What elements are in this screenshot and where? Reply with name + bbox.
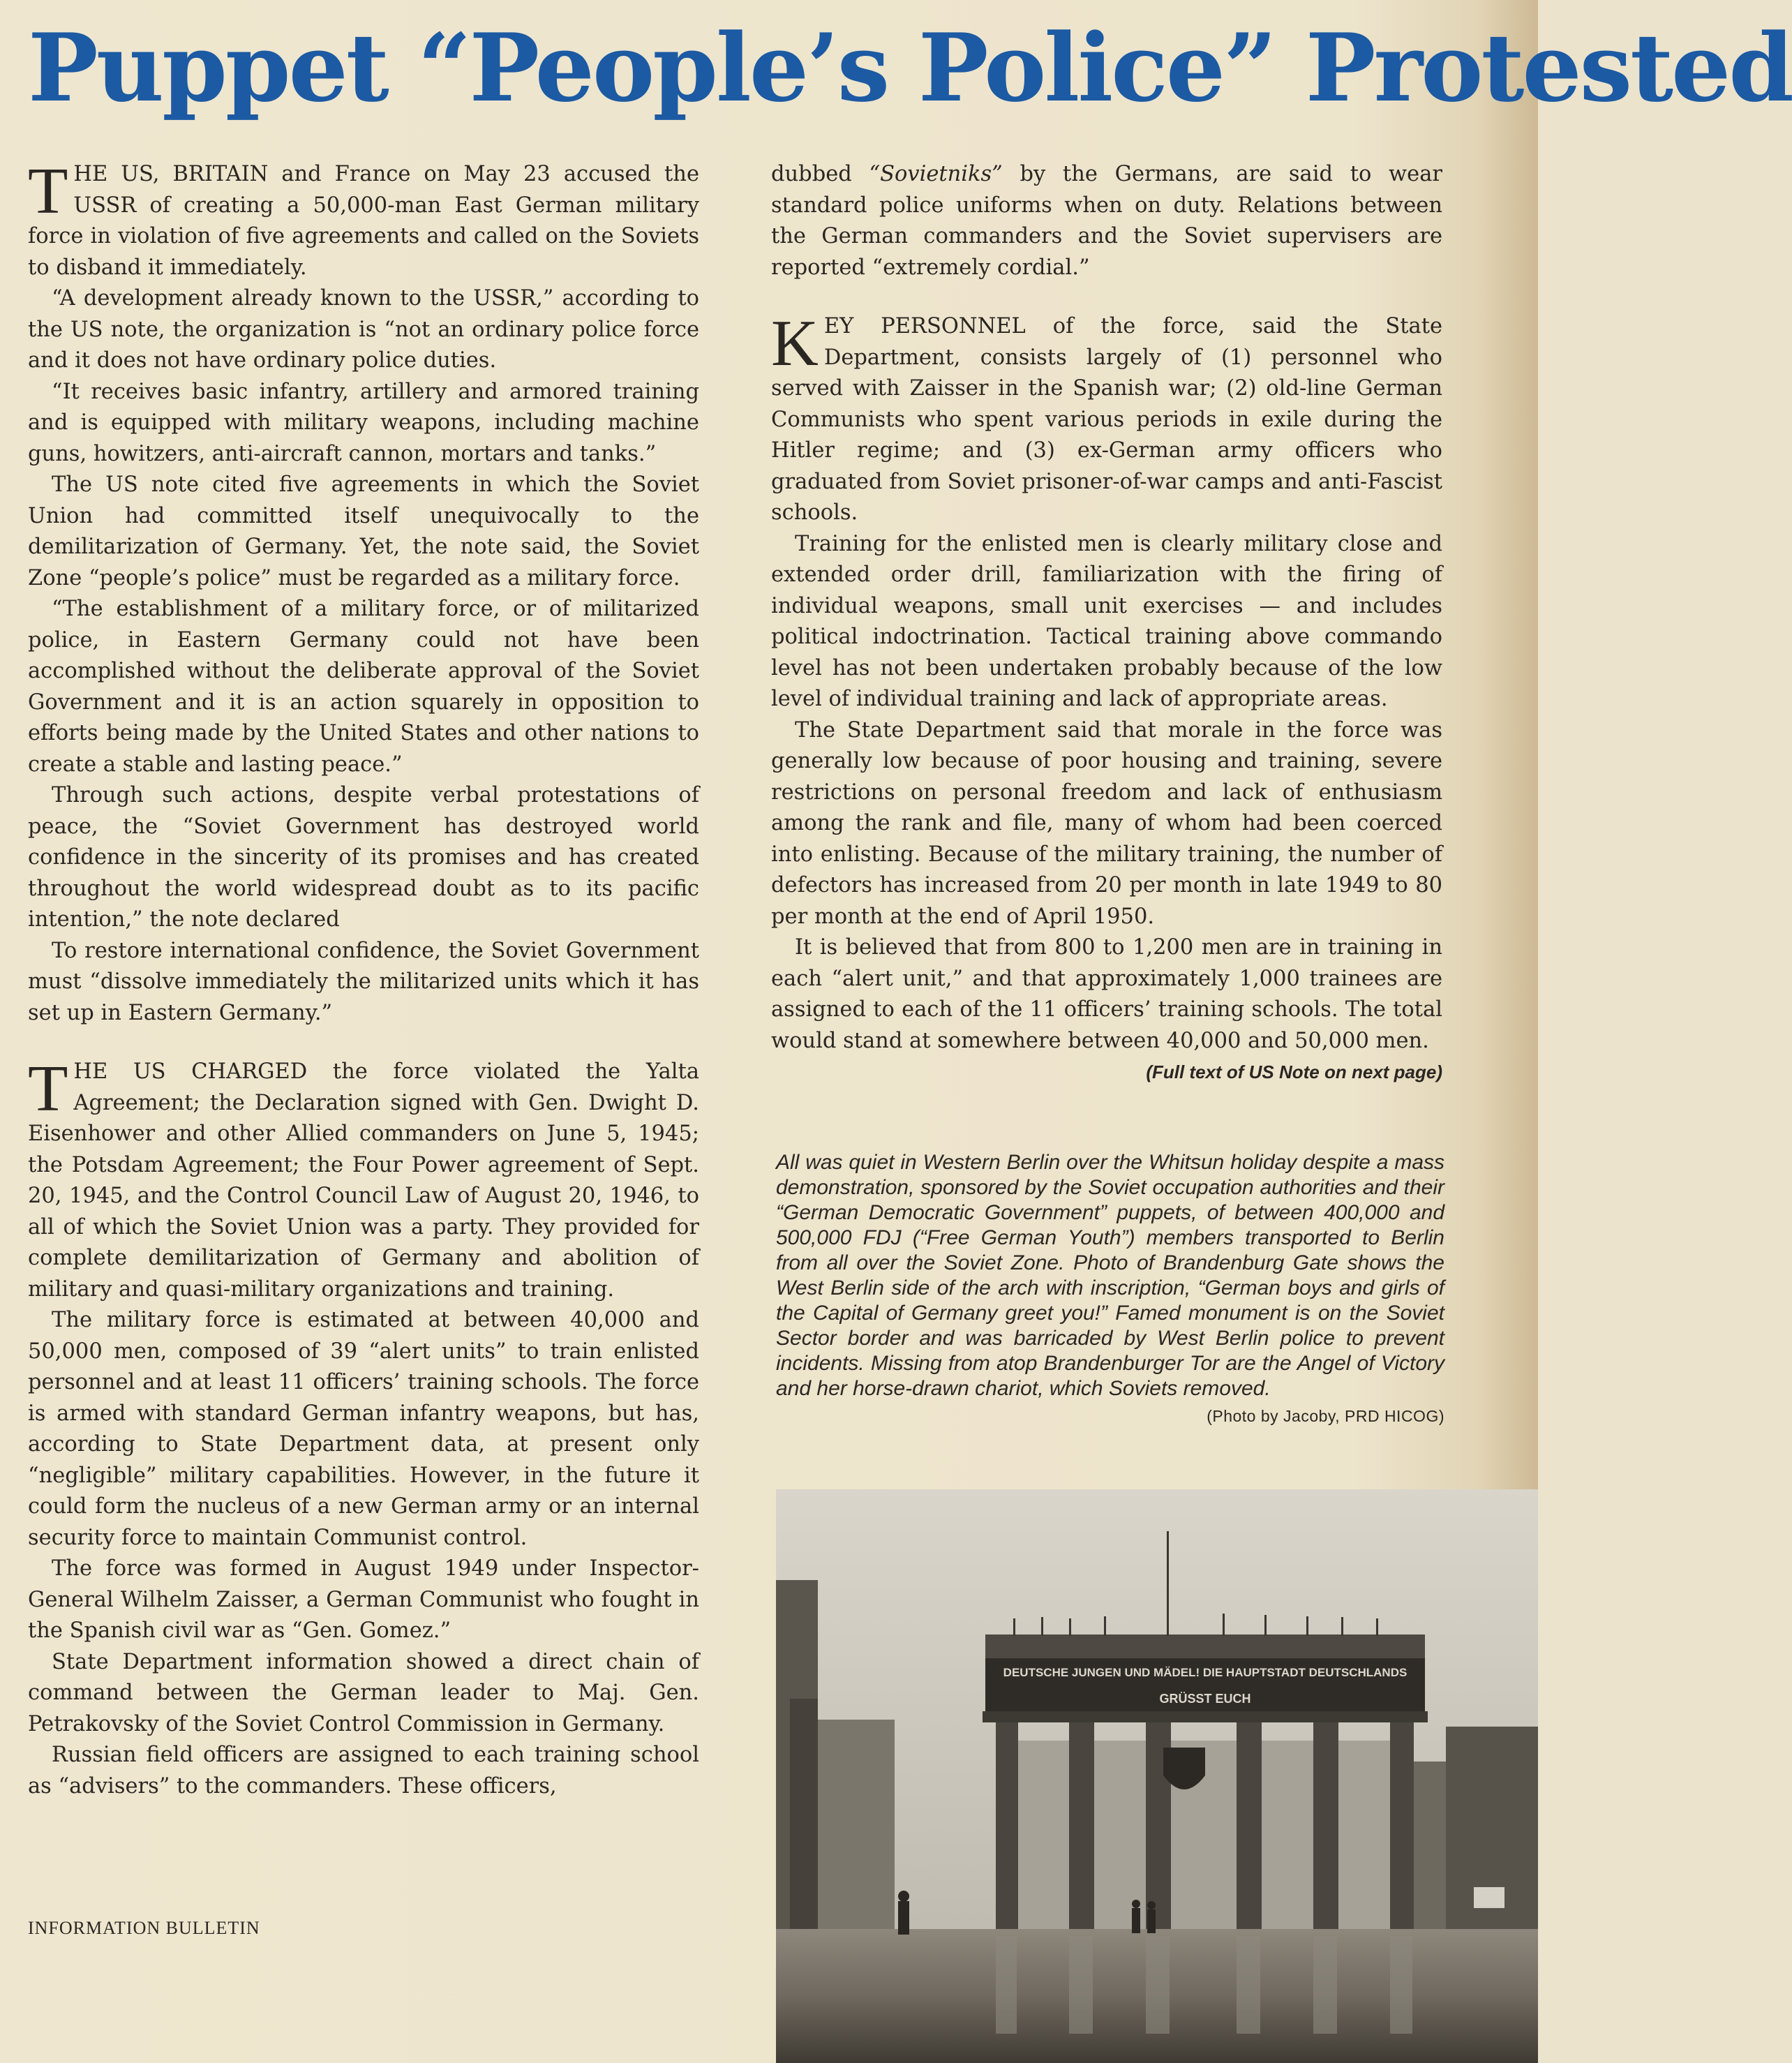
paragraph: To restore international confidence, the Soviet Government must “dissolve immediately the militarized units which it has set up in Eastern Germany.” [28,938,699,1025]
brandenburg-gate-photo [776,1489,1538,2063]
paragraph [28,155,699,283]
paragraph-text: HE US CHARGED the force violated the Yalta Agreement; the Declaration signed with Gen. Dwight D. Eisenhower and other Allied commanders on June 5, 1945; the Potsdam Agreement; the Four Power agreement of Sept. 20, 1945, and the Control Council Law of August 20, 1946, to all of which the Soviet Union was a party. They provided for complete demilitarization of Germany and abolition of military and quasi-military organizations and training. [28,1059,699,1302]
gate-inscription-line2: GRÜSST EUCH [1159,1692,1251,1706]
headline: Puppet “People’s Police” Protested [28,13,1792,123]
paragraph: The US note cited five agreements in which the Soviet Union had committed itself unequivocally to the demilitarization of Germany. Yet, the note said, the Soviet Zone “people’s police” must be regarded as a military force. [28,472,699,590]
paragraph: The force was formed in August 1949 under Inspector-General Wilhelm Zaisser, a German Communist who fought in the Spanish civil war as “Gen. Gomez.” [28,1556,699,1643]
drop-cap: T [28,155,68,228]
paragraph: “A development already known to the USSR,” according to the US note, the organization is “not an ordinary police force and it does not have ordinary police duties. [28,286,699,373]
left-column [28,155,699,1802]
gate-inscription-line1: DEUTSCHE JUNGEN UND MÄDEL! DIE HAUPTSTADT DEUTSCHLANDS [1003,1666,1408,1679]
paragraph [771,307,1442,529]
publication-footer: INFORMATION BULLETIN [28,1918,260,1938]
paragraph: Training for the enlisted men is clearly military close and extended order drill, familiarization with the firing of individual weapons, small unit exercises — and includes political indoctrination. Tactical training above commando level has not been undertaken probably because of the low level of individual training and lack of appropriate areas. [771,531,1442,711]
paragraph: Russian field officers are assigned to each training school as “advisers” to the commanders. These officers, [28,1743,699,1798]
paragraph: “The establishment of a military force, or of militarized police, in Eastern Germany could not have been accomplished without the deliberate approval of the Soviet Government and it is an action squarely in opposition to efforts being made by the United States and other nations to create a stable and lasting peace.” [28,597,699,777]
drop-cap: T [28,1052,68,1125]
paragraph [771,932,1442,1082]
paragraph: The State Department said that morale in the force was generally low because of poor housing and training, severe restrictions on personal freedom and lack of enthusiasm among the rank and file, many of whom had been coerced into enlisting. Because of the military training, the number of defectors has increased from 20 per month in late 1949 to 80 per month at the end of April 1950. [771,717,1442,929]
photo-credit: (Photo by Jacoby, PRD HICOG) [1207,1407,1444,1425]
paragraph: Through such actions, despite verbal protestations of peace, the “Soviet Government has destroyed world confidence in the sincerity of its promises and has created throughout the world widespread doubt as to its pacific intention,” the note declared [28,783,699,932]
paragraph: “It receives basic infantry, artillery and armored training and is equipped with military weapons, including machine guns, howitzers, anti-aircraft cannon, mortars and tanks.” [28,379,699,466]
emphasis-text: “Sovietniks” [869,162,1003,186]
photo-caption [776,1150,1444,1429]
right-column [771,159,1442,1088]
paragraph [771,159,1442,283]
drop-cap: K [771,307,819,380]
paragraph [28,1052,699,1305]
paragraph: The military force is estimated at between 40,000 and 50,000 men, composed of 39 “alert units” to train enlisted personnel and at least 11 officers’ training schools. The force is armed with standard German infantry weapons, but has, according to State Department data, at present only “negligible” military capabilities. However, in the future it could form the nucleus of a new German army or an internal security force to maintain Communist control. [28,1308,699,1550]
note-reference: (Full text of US Note on next page) [1146,1062,1442,1082]
paragraph-text: by the Germans, are said to wear standard police uniforms when on duty. Relations between the German commanders and the Soviet supervisers are reported “extremely cordial.” [771,162,1442,280]
paragraph-text: EY PERSONNEL of the force, said the State Department, consists largely of (1) personnel who served with Zaisser in the Spanish war; (2) old-line German Communists who spent various periods in exile during the Hitler regime; and (3) ex-German army officers who graduated from Soviet prisoner-of-war camps and anti-Fascist schools. [771,314,1442,525]
paragraph: State Department information showed a direct chain of command between the German leader to Maj. Gen. Petrakovsky of the Soviet Control Commission in Germany. [28,1649,699,1736]
paragraph-text: HE US, BRITAIN and France on May 23 accused the USSR of creating a 50,000-man East German military force in violation of five agreements and called on the Soviets to disband it immediately. [28,162,699,280]
paragraph-text: It is believed that from 800 to 1,200 men are in training in each “alert unit,” and that approximately 1,000 trainees are assigned to each of the 11 officers’ training schools. The total would stand at somewhere between 40,000 and 50,000 men. [771,935,1442,1053]
caption-text: All was quiet in Western Berlin over the Whitsun holiday despite a mass demonstration, sponsored by the Soviet occupation authorities and their “German Democratic Government” puppets, of between 400,000 and 500,000 FDJ (“Free German Youth”) members transported to Berlin from all over the Soviet Zone. Photo of Brandenburg Gate shows the West Berlin side of the arch with inscription, “German boys and girls of the Capital of Germany greet you!” Famed monument is on the Soviet Sector border and was barricaded by West Berlin police to prevent incidents. Missing from atop Brandenburger Tor are the Angel of Victory and her horse-drawn chariot, which Soviets removed. [776,1151,1444,1400]
paragraph-text: dubbed [771,162,869,186]
